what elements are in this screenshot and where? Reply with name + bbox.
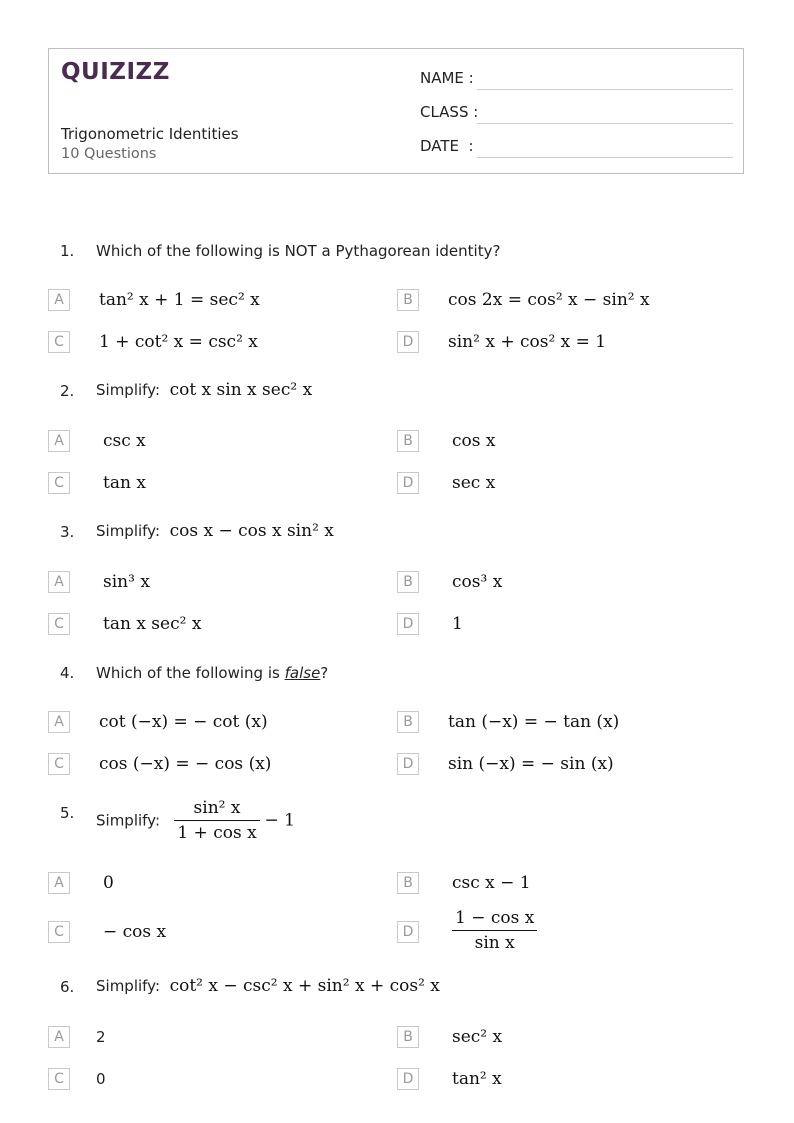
fraction-numerator: sin² x <box>174 798 259 821</box>
fraction-numerator: 1 − cos x <box>452 908 537 931</box>
question-expression: cot² x − csc² x + sin² x + cos² x <box>169 976 440 996</box>
question-prompt: Which of the following is <box>96 664 280 682</box>
option-letter-d[interactable]: D <box>397 472 419 494</box>
question-text <box>96 664 328 682</box>
option-fraction <box>452 908 537 953</box>
option-expression: csc x <box>103 431 146 451</box>
option-expression: 0 <box>103 873 114 893</box>
option-expression: 1 <box>452 614 463 634</box>
option-letter-d[interactable]: D <box>397 753 419 775</box>
question-prompt: Simplify: <box>96 522 161 540</box>
option-letter-c[interactable]: C <box>48 472 70 494</box>
option-letter-a[interactable]: A <box>48 711 70 733</box>
option-expression: csc x − 1 <box>452 873 531 893</box>
question-text: Which of the following is NOT a Pythagorean identity? <box>96 242 501 260</box>
option-letter-a[interactable]: A <box>48 571 70 593</box>
question-fraction <box>174 798 259 843</box>
option-letter-c[interactable]: C <box>48 921 70 943</box>
option-expression: cos 2x = cos² x − sin² x <box>448 290 650 310</box>
option-expression: − cos x <box>103 922 167 942</box>
fraction-denominator: 1 + cos x <box>177 823 257 843</box>
worksheet-header <box>48 48 744 174</box>
question-expression: cot x sin x sec² x <box>169 380 313 400</box>
option-expression: cos (−x) = − cos (x) <box>99 754 272 774</box>
option-text <box>99 290 260 310</box>
question-number: 4. <box>60 664 75 682</box>
name-label: NAME : <box>420 69 474 87</box>
option-letter-d[interactable]: D <box>397 1068 419 1090</box>
option-expression: sec x <box>452 473 496 493</box>
option-expression: cos³ x <box>452 572 503 592</box>
question-number: 6. <box>60 978 75 996</box>
option-expression: 0 <box>96 1070 106 1088</box>
option-letter-d[interactable]: D <box>397 331 419 353</box>
option-letter-d[interactable]: D <box>397 921 419 943</box>
option-letter-d[interactable]: D <box>397 613 419 635</box>
name-line[interactable] <box>477 89 733 90</box>
option-expression: sin² x + cos² x = 1 <box>448 332 607 352</box>
question-number: 5. <box>60 804 75 822</box>
question-text <box>96 976 440 996</box>
question-number: 1. <box>60 242 75 260</box>
option-text <box>452 908 537 953</box>
class-label: CLASS : <box>420 103 479 121</box>
option-letter-a[interactable]: A <box>48 289 70 311</box>
question-text <box>96 798 295 843</box>
question-prompt: Simplify: <box>96 811 161 830</box>
question-text <box>96 380 312 400</box>
option-letter-b[interactable]: B <box>397 289 419 311</box>
date-line[interactable] <box>477 157 733 158</box>
option-letter-b[interactable]: B <box>397 872 419 894</box>
question-punctuation: ? <box>320 664 329 682</box>
question-text <box>96 521 334 541</box>
option-text <box>448 332 606 352</box>
option-expression: cot (−x) = − cot (x) <box>99 712 268 732</box>
option-expression: tan² x <box>452 1069 502 1089</box>
question-number: 2. <box>60 382 75 400</box>
option-letter-b[interactable]: B <box>397 711 419 733</box>
option-letter-c[interactable]: C <box>48 753 70 775</box>
date-label: DATE : <box>420 137 474 155</box>
expression-tail: − 1 <box>264 810 295 831</box>
option-expression: cos x <box>452 431 496 451</box>
option-letter-a[interactable]: A <box>48 1026 70 1048</box>
option-letter-b[interactable]: B <box>397 571 419 593</box>
option-letter-b[interactable]: B <box>397 430 419 452</box>
class-line[interactable] <box>477 123 733 124</box>
worksheet-title: Trigonometric Identities <box>61 125 239 143</box>
question-expression: cos x − cos x sin² x <box>169 521 334 541</box>
option-letter-a[interactable]: A <box>48 430 70 452</box>
option-expression: tan (−x) = − tan (x) <box>448 712 620 732</box>
option-letter-c[interactable]: C <box>48 613 70 635</box>
option-letter-c[interactable]: C <box>48 331 70 353</box>
option-expression: 2 <box>96 1028 106 1046</box>
option-text <box>99 332 258 352</box>
option-expression: tan² x + 1 = sec² x <box>99 290 260 310</box>
fraction-denominator: sin x <box>474 933 515 953</box>
question-prompt: Simplify: <box>96 977 161 995</box>
option-expression: 1 + cot² x = csc² x <box>99 332 258 352</box>
option-letter-a[interactable]: A <box>48 872 70 894</box>
emphasis-false: false <box>284 664 321 682</box>
question-count: 10 Questions <box>61 146 157 162</box>
option-letter-b[interactable]: B <box>397 1026 419 1048</box>
option-expression: tan x <box>103 473 146 493</box>
question-number: 3. <box>60 523 75 541</box>
option-expression: sin (−x) = − sin (x) <box>448 754 614 774</box>
question-prompt: Simplify: <box>96 381 161 399</box>
option-expression: sin³ x <box>103 572 150 592</box>
quizizz-logo: QUIZIZZ <box>61 59 170 85</box>
option-expression: sec² x <box>452 1027 503 1047</box>
option-text <box>448 290 650 310</box>
option-expression: tan x sec² x <box>103 614 202 634</box>
option-letter-c[interactable]: C <box>48 1068 70 1090</box>
